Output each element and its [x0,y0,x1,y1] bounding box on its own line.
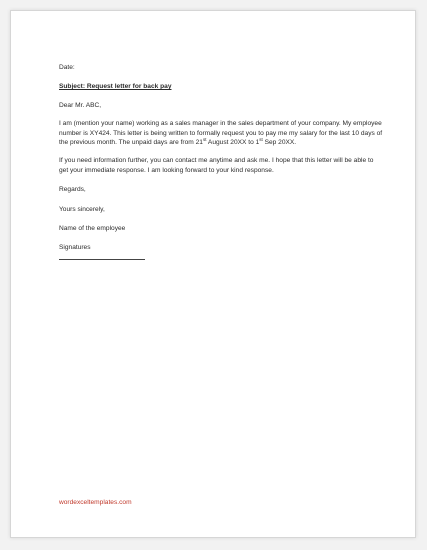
closing: Yours sincerely, [59,205,105,213]
salutation: Dear Mr. ABC, [59,101,102,109]
ordinal-suffix-1: st [202,136,207,142]
body-paragraph-1 [59,119,384,147]
employee-name-placeholder: Name of the employee [59,225,126,233]
body-paragraph-1-part-3: Sep 20XX. [262,139,297,147]
body-paragraph-1-part-1: I am (mention your name) working as a sales manager in the sales department of your company. My employee number is XY424. This letter is being written to formally request you to pay me my salary for the last 10 days of the previous month. The unpaid days are from 21 [59,120,383,147]
ordinal-suffix-2: st [259,136,263,142]
date-label: Date: [59,64,75,71]
body-paragraph-2: If you need information further, you can contact me anytime and ask me. I hope that this letter will be able to get your immediate response. I am looking forward to your kind response. [59,157,374,174]
document-page [10,10,416,538]
letter-body [59,63,384,260]
body-paragraph-1-part-2: August 20XX to 1 [206,139,260,147]
subject-line: Subject: Request letter for back pay [59,83,172,91]
signature-line [59,259,145,260]
signatures-label: Signatures [59,244,91,252]
footer-website[interactable]: wordexceltemplates.com [59,499,132,506]
regards: Regards, [59,186,86,194]
